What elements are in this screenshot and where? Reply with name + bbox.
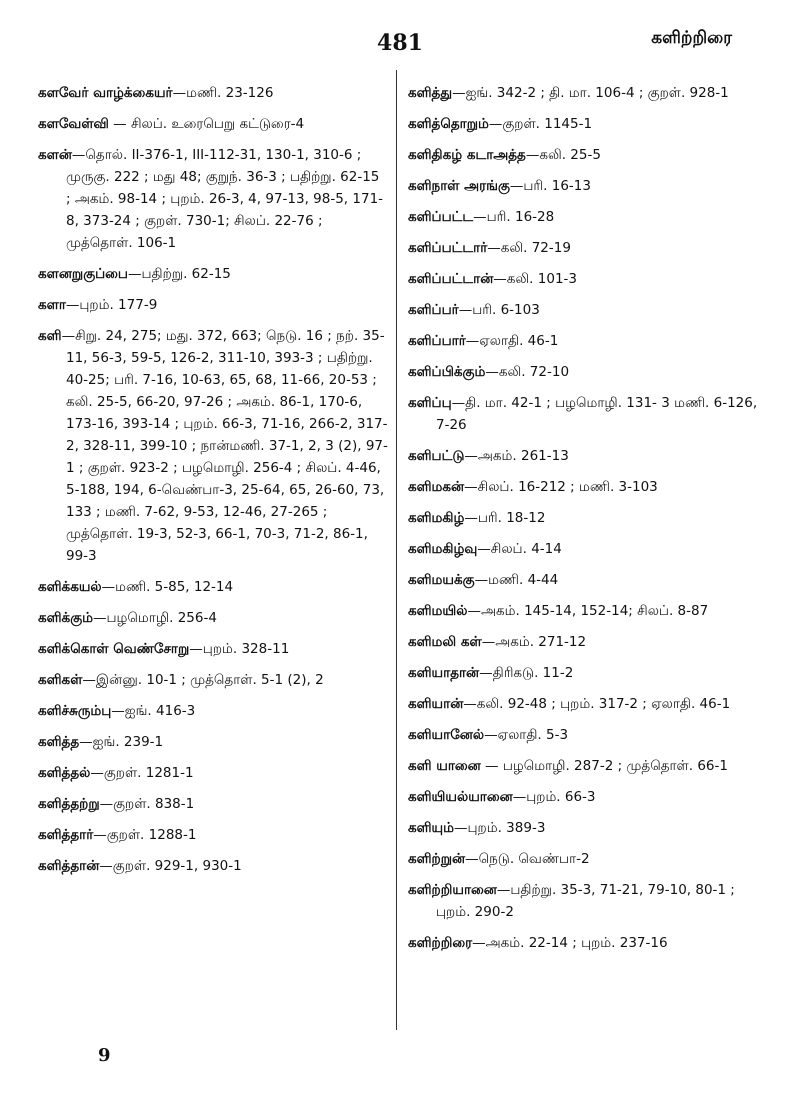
entry-references: —தொல். II-376-1, III-112-31, 130-1, 310-6 ; முருகு. 222 ; மது 48; குறுந். 36-3 ; பதிற்று. 62-15 ; அகம். 98-14 ; புறம். 26-3, 4, 97-13, 98-5, 171-8, 373-24 ; குறள். 730-1; சிலப். 22-76 ; முத்தொள். 106-1 xyxy=(66,147,384,251)
entry-references: —தி. மா. 42-1 ; பழமொழி. 131- 3 மணி. 6-126, 7-26 xyxy=(436,395,758,433)
entry-references: —திரிகடு. 11-2 xyxy=(479,665,574,681)
index-entry xyxy=(38,144,388,254)
entry-term: களிக்கொள் வெண்சோறு xyxy=(38,641,190,657)
index-entry xyxy=(408,786,763,808)
entry-term: களிமகிழ்வு xyxy=(408,541,478,557)
entry-term: களிப்பார் xyxy=(408,333,466,349)
entry-references: —கலி. 101-3 xyxy=(493,271,577,287)
index-entry xyxy=(38,638,388,660)
entry-term: களிற்றியானை xyxy=(408,882,497,898)
entry-references: —இன்னு. 10-1 ; முத்தொள். 5-1 (2), 2 xyxy=(82,672,324,688)
entry-references: —பதிற்று. 35-3, 71-21, 79-10, 80-1 ; புறம். 290-2 xyxy=(436,882,735,920)
index-entry xyxy=(38,113,388,135)
index-entry xyxy=(408,144,763,166)
entry-term: களிப்பு xyxy=(408,395,452,411)
entry-term: களவேர் வாழ்க்கையர் xyxy=(38,85,173,101)
entry-term: களிமகன் xyxy=(408,479,465,495)
entry-term: களிபட்டு xyxy=(408,448,465,464)
index-entry xyxy=(408,848,763,870)
index-entry xyxy=(408,82,763,104)
entry-references: — பழமொழி. 287-2 ; முத்தொள். 66-1 xyxy=(480,758,728,774)
index-entry xyxy=(408,268,763,290)
entry-term: களிச்சுரும்பு xyxy=(38,703,112,719)
entry-references: —பழமொழி. 256-4 xyxy=(92,610,217,626)
entry-references: —பரி. 18-12 xyxy=(464,510,546,526)
entry-references: —புறம். 66-3 xyxy=(512,789,596,805)
entry-references: —மணி. 5-85, 12-14 xyxy=(101,579,234,595)
index-entry xyxy=(408,538,763,560)
entry-term: களித்த xyxy=(38,734,80,750)
entry-references: —ஐங். 239-1 xyxy=(79,734,164,750)
entry-references: —அகம். 22-14 ; புறம். 237-16 xyxy=(472,935,668,951)
entry-references: —சிறு. 24, 275; மது. 372, 663; நெடு. 16 ; நற். 35-11, 56-3, 59-5, 126-2, 311-10, 393-3 ; பதிற்று. 40-25; பரி. 7-16, 10-63, 65, 68, 11-66, 20-53 ; கலி. 25-5, 66-20, 97-26 ; அகம். 86-1, 170-6, 173-16, 393-14 ; புறம். 66-3, 71-16, 266-2, 317-2, 328-11, 399-10 ; நான்மணி. 37-1, 2, 3 (2), 97-1 ; குறள். 923-2 ; பழமொழி. 256-4 ; சிலப். 4-46, 5-188, 194, 6-வெண்பா-3, 25-64, 65, 26-60, 73, 133 ; மணி. 7-62, 9-53, 12-46, 27-265 ; முத்தொள். 19-3, 52-3, 66-1, 70-3, 71-2, 86-1, 99-3 xyxy=(61,328,388,564)
entry-term: களி யானை xyxy=(408,758,481,774)
entry-references: —புறம். 328-11 xyxy=(189,641,290,657)
entry-references: —ஐங். 416-3 xyxy=(111,703,196,719)
index-entry xyxy=(408,932,763,954)
entry-term: களித்தொறும் xyxy=(408,116,489,132)
index-entry xyxy=(408,569,763,591)
entry-references: —குறள். 1145-1 xyxy=(488,116,593,132)
entry-references: —குறள். 838-1 xyxy=(99,796,195,812)
entry-term: களித்தற்று xyxy=(38,796,100,812)
entry-term: களித்தல் xyxy=(38,765,91,781)
index-entry xyxy=(408,237,763,259)
signature-mark: 9 xyxy=(98,1045,111,1066)
index-entry xyxy=(408,755,763,777)
index-entry xyxy=(38,824,388,846)
index-entry xyxy=(408,662,763,684)
index-entry xyxy=(38,607,388,629)
index-entry xyxy=(38,294,388,316)
column-divider xyxy=(396,70,397,1030)
entry-references: —புறம். 389-3 xyxy=(454,820,546,836)
entry-references: — சிலப். உரைபெறு கட்டுரை-4 xyxy=(108,116,305,132)
entry-references: —குறள். 929-1, 930-1 xyxy=(99,858,242,874)
left-column xyxy=(38,82,388,886)
index-entry xyxy=(38,700,388,722)
entry-references: —சிலப். 16-212 ; மணி. 3-103 xyxy=(464,479,658,495)
entry-term: களியானேல் xyxy=(408,727,485,743)
index-entry xyxy=(408,361,763,383)
index-entry xyxy=(408,507,763,529)
index-entry xyxy=(38,855,388,877)
entry-references: —பரி. 16-28 xyxy=(473,209,555,225)
entry-term: களித்து xyxy=(408,85,453,101)
index-entry xyxy=(408,879,763,923)
entry-term: களிகள் xyxy=(38,672,83,688)
index-entry xyxy=(408,445,763,467)
entry-references: —ஏலாதி. 46-1 xyxy=(465,333,559,349)
entry-term: களிநாள் அரங்கு xyxy=(408,178,510,194)
entry-references: —பரி. 6-103 xyxy=(458,302,540,318)
entry-term: களிப்பிக்கும் xyxy=(408,364,486,380)
entry-term: களியாதான் xyxy=(408,665,480,681)
entry-term: களி xyxy=(38,328,62,344)
entry-references: —அகம். 261-13 xyxy=(464,448,569,464)
index-entry xyxy=(408,631,763,653)
index-entry xyxy=(38,762,388,784)
index-entry xyxy=(38,793,388,815)
entry-term: களிற்றுன் xyxy=(408,851,466,867)
entry-references: —குறள். 1288-1 xyxy=(93,827,197,843)
entry-term: களவேள்வி xyxy=(38,116,109,132)
entry-references: —ஏலாதி. 5-3 xyxy=(484,727,569,743)
index-entry xyxy=(408,330,763,352)
entry-term: களியியல்யானை xyxy=(408,789,513,805)
index-entry xyxy=(408,693,763,715)
entry-term: களிமயில் xyxy=(408,603,468,619)
entry-term: களிற்றிரை xyxy=(408,935,473,951)
entry-references: —அகம். 145-14, 152-14; சிலப். 8-87 xyxy=(467,603,709,619)
entry-references: —கலி. 72-10 xyxy=(485,364,570,380)
entry-term: களிப்பர் xyxy=(408,302,459,318)
index-entry xyxy=(408,476,763,498)
index-entry xyxy=(408,175,763,197)
entry-references: —கலி. 92-48 ; புறம். 317-2 ; ஏலாதி. 46-1 xyxy=(463,696,731,712)
index-entry xyxy=(408,113,763,135)
entry-term: களன் xyxy=(38,147,72,163)
entry-term: களிக்கயல் xyxy=(38,579,102,595)
index-entry xyxy=(408,299,763,321)
entry-term: களிமயக்கு xyxy=(408,572,475,588)
index-entry xyxy=(38,82,388,104)
index-entry xyxy=(408,600,763,622)
right-column xyxy=(408,82,763,963)
entry-term: களிதிகழ் கடாஅத்த xyxy=(408,147,526,163)
index-entry xyxy=(408,206,763,228)
index-entry xyxy=(408,392,763,436)
entry-references: —மணி. 23-126 xyxy=(172,85,274,101)
entry-term: களிமகிழ் xyxy=(408,510,465,526)
entry-term: களனறுகுப்பை xyxy=(38,266,128,282)
entry-term: களிப்பட்ட xyxy=(408,209,474,225)
entry-references: —அகம். 271-12 xyxy=(481,634,587,650)
index-entry xyxy=(38,325,388,567)
entry-references: —நெடு. வெண்பா-2 xyxy=(465,851,590,867)
entry-references: —கலி. 25-5 xyxy=(525,147,601,163)
page-number: 481 xyxy=(377,30,423,56)
entry-term: களியும் xyxy=(408,820,454,836)
entry-references: —குறள். 1281-1 xyxy=(90,765,194,781)
index-entry xyxy=(408,817,763,839)
index-entry xyxy=(408,724,763,746)
index-entry xyxy=(38,263,388,285)
index-entry xyxy=(38,669,388,691)
entry-term: களா xyxy=(38,297,66,313)
entry-term: களித்தான் xyxy=(38,858,100,874)
entry-references: —புறம். 177-9 xyxy=(65,297,158,313)
entry-references: —மணி. 4-44 xyxy=(474,572,559,588)
entry-term: களிமலி கள் xyxy=(408,634,482,650)
entry-references: —ஐங். 342-2 ; தி. மா. 106-4 ; குறள். 928-1 xyxy=(452,85,729,101)
entry-term: களிக்கும் xyxy=(38,610,93,626)
entry-term: களியான் xyxy=(408,696,464,712)
entry-references: —கலி. 72-19 xyxy=(487,240,571,256)
entry-references: —பரி. 16-13 xyxy=(509,178,591,194)
entry-references: —சிலப். 4-14 xyxy=(477,541,562,557)
index-entry xyxy=(38,731,388,753)
running-head: களிற்றிரை xyxy=(651,28,732,48)
entry-term: களித்தார் xyxy=(38,827,94,843)
entry-term: களிப்பட்டார் xyxy=(408,240,488,256)
entry-references: —பதிற்று. 62-15 xyxy=(127,266,231,282)
entry-term: களிப்பட்டான் xyxy=(408,271,494,287)
index-entry xyxy=(38,576,388,598)
